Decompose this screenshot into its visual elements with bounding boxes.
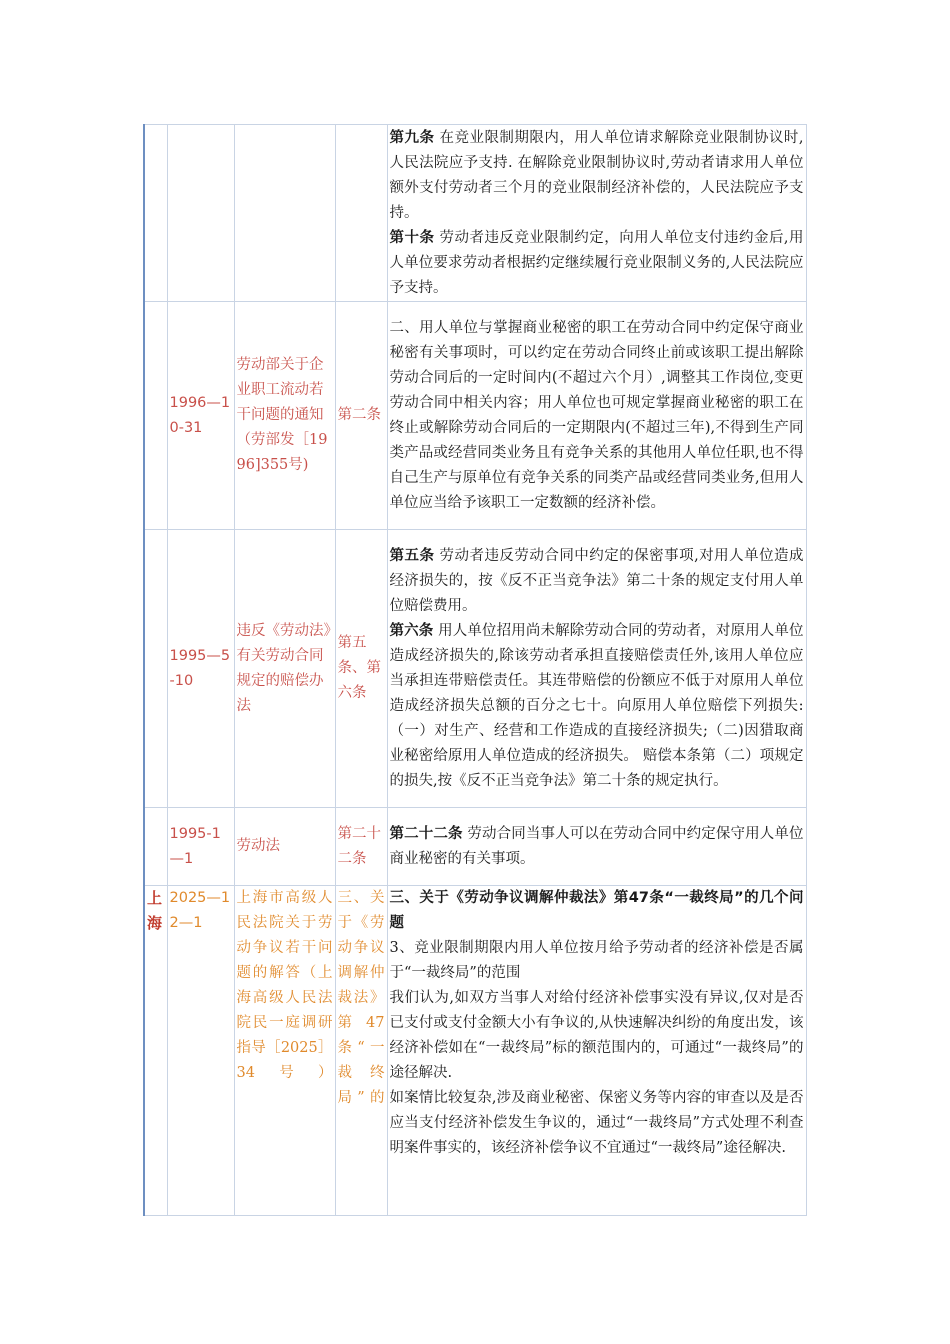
paragraph	[390, 226, 804, 301]
article-heading: 第六条	[389, 622, 434, 639]
region-cell	[144, 530, 167, 808]
article-heading: 第二十二条	[389, 825, 463, 842]
paragraph-text: 劳动者违反竞业限制约定，向用人单位支付违约金后,用人单位要求劳动者根据约定继续履行竞业限制义务的,人民法院应予支持。	[389, 229, 804, 296]
title-cell: 上海市高级人民法院关于劳动争议若干问题的解答（上海高级人民法院民一庭调研指导［2025］34号）	[234, 886, 335, 1216]
paragraph	[390, 316, 804, 516]
title-cell: 违反《劳动法》有关劳动合同规定的赔偿办法	[234, 530, 335, 808]
paragraph-text: 3、竞业限制期限内用人单位按月给予劳动者的经济补偿是否属于“一裁终局”的范围	[389, 940, 804, 981]
article-cell	[335, 125, 387, 302]
paragraph-text: 在竞业限制期限内，用人单位请求解除竞业限制协议时,人民法院应予支持. 在解除竞业限制协议时,劳动者请求用人单位额外支付劳动者三个月的竞业限制经济补偿的，人民法院应予支持。	[389, 129, 804, 221]
article-cell: 第二条	[335, 302, 387, 530]
section-heading: 三、关于《劳动争议调解仲裁法》第47条“一裁终局”的几个问题	[389, 890, 804, 931]
title-cell: 劳动法	[234, 808, 335, 886]
paragraph	[390, 126, 804, 226]
article-cell: 三、关于《劳动争议调解仲裁法》第47条“一裁终局”的	[335, 886, 387, 1216]
date-cell	[167, 125, 234, 302]
region-cell-shanghai: 上海	[144, 886, 167, 1216]
paragraph	[390, 986, 804, 1086]
table-row	[144, 886, 806, 1216]
date-cell: 2025—12—1	[167, 886, 234, 1216]
date-cell: 1995—5-10	[167, 530, 234, 808]
paragraph	[390, 822, 804, 872]
paragraph	[390, 886, 804, 936]
content-cell	[387, 530, 806, 808]
article-heading: 第九条	[389, 129, 435, 146]
paragraph-text: 劳动者违反劳动合同中约定的保密事项,对用人单位造成经济损失的，按《反不正当竞争法》第二十条的规定支付用人单位赔偿费用。	[389, 547, 804, 614]
paragraph-text: 用人单位招用尚未解除劳动合同的劳动者，对原用人单位造成经济损失的,除该劳动者承担直接赔偿责任外,该用人单位应当承担连带赔偿责任。其连带赔偿的份额应不低于对原用人单位造成经济损失总额的百分之七十。向原用人单位赔偿下列损失:（一）对生产、经营和工作造成的直接经济损失;（二)因猎取商业秘密给原用人单位造成的经济损失。 赔偿本条第（二）项规定的损失,按《反不正当竞争法》第二十条的规定执行。	[389, 622, 804, 789]
paragraph	[390, 936, 804, 986]
table-row	[144, 530, 806, 808]
date-cell: 1995-1—1	[167, 808, 234, 886]
table-row	[144, 125, 806, 302]
law-table	[143, 124, 807, 1216]
content-cell	[387, 125, 806, 302]
content-cell	[387, 886, 806, 1216]
paragraph-text: 劳动合同当事人可以在劳动合同中约定保守用人单位商业秘密的有关事项。	[389, 825, 804, 867]
content-cell	[387, 808, 806, 886]
paragraph	[390, 544, 804, 619]
paragraph-text: 如案情比较复杂,涉及商业秘密、保密义务等内容的审查以及是否应当支付经济补偿发生争议的，通过“一裁终局”方式处理不利查明案件事实的，该经济补偿争议不宜通过“一裁终局”途径解决.	[389, 1090, 804, 1156]
paragraph-text: 二、用人单位与掌握商业秘密的职工在劳动合同中约定保守商业秘密有关事项时，可以约定在劳动合同终止前或该职工提出解除劳动合同后的一定时间内(不超过六个月）,调整其工作岗位,变更劳动合同中相关内容；用人单位也可规定掌握商业秘密的职工在终止或解除劳动合同后的一定期限内(不超过三年),不得到生产同类产品或经营同类业务且有竞争关系的其他用人单位任职,也不得自己生产与原单位有竞争关系的同类产品或经营同类业务,但用人单位应当给予该职工一定数额的经济补偿。	[389, 319, 804, 511]
article-cell: 第五条、第六条	[335, 530, 387, 808]
paragraph-text: 我们认为,如双方当事人对给付经济补偿事实没有异议,仅对是否已支付或支付金额大小有争议的,从快速解决纠纷的角度出发，该经济补偿如在“一裁终局”标的额范围内的，可通过“一裁终局”的途径解决.	[389, 990, 804, 1081]
title-cell: 劳动部关于企业职工流动若干问题的通知（劳部发［1996]355号)	[234, 302, 335, 530]
title-cell	[234, 125, 335, 302]
region-cell	[144, 302, 167, 530]
date-cell: 1996—10-31	[167, 302, 234, 530]
article-heading: 第五条	[389, 547, 435, 564]
article-heading: 第十条	[389, 229, 435, 246]
region-cell	[144, 808, 167, 886]
article-cell: 第二十二条	[335, 808, 387, 886]
content-cell	[387, 302, 806, 530]
table-row	[144, 808, 806, 886]
paragraph	[390, 1086, 804, 1161]
region-cell	[144, 125, 167, 302]
paragraph	[390, 619, 804, 794]
table-row	[144, 302, 806, 530]
